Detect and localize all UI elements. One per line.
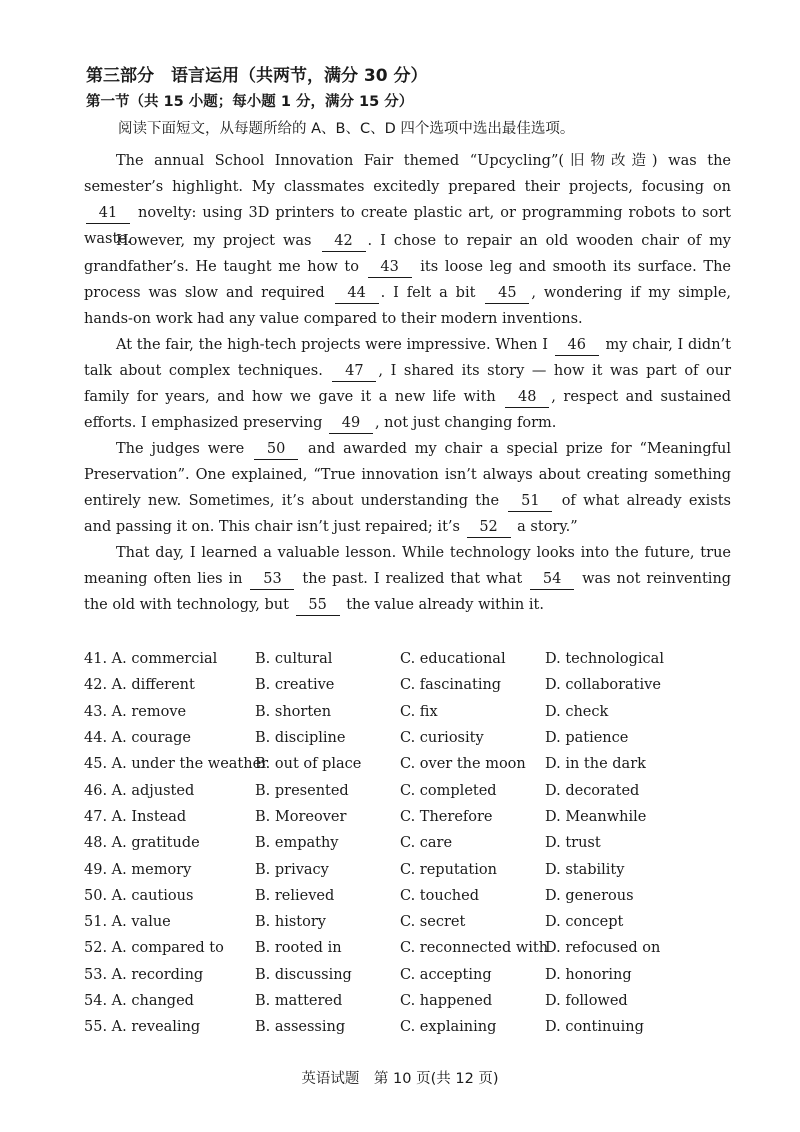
option-row-46 (84, 777, 744, 803)
option-c: C. secret (400, 914, 466, 931)
option-b: B. cultural (255, 651, 333, 668)
option-d: D. decorated (545, 782, 640, 799)
section-title: 第一节（共 15 小题；每小题 1 分，满分 15 分） (86, 94, 414, 110)
blank-46: 46 (555, 336, 599, 356)
option-c: C. happened (400, 993, 493, 1009)
blank-43: 43 (368, 258, 412, 278)
option-row-53 (84, 962, 744, 988)
option-a: 47. A. Instead (84, 808, 187, 825)
paragraph-3: At the fair, the high-tech projects were impressive. When I 46 my chair, I didn’t talk about complex techniques. 47 , I shared its story — how it was part of our family for years, and how we gave it a new life with 48 , respect and sustained efforts. I emphasized preserving 49 , not just changing form. (84, 332, 731, 436)
option-b: B. mattered (255, 993, 343, 1009)
option-b: B. Moreover (255, 808, 347, 825)
blank-45: 45 (485, 284, 529, 304)
option-row-52 (84, 935, 744, 961)
option-d: D. generous (545, 887, 634, 904)
option-d: D. collaborative (545, 677, 661, 694)
option-a: 53. A. recording (84, 966, 204, 983)
option-b: B. privacy (255, 861, 329, 878)
blank-52: 52 (467, 518, 511, 538)
option-row-47 (84, 804, 744, 830)
option-b: B. creative (255, 677, 335, 694)
option-a: 44. A. courage (84, 730, 191, 747)
option-b: B. shorten (255, 703, 332, 720)
option-row-51 (84, 909, 744, 935)
option-row-43 (84, 699, 744, 725)
option-row-55 (84, 1014, 744, 1040)
options-table (84, 646, 744, 1040)
option-row-44 (84, 725, 744, 751)
option-c: C. reconnected with (400, 940, 549, 957)
option-b: B. rooted in (255, 940, 342, 957)
blank-42: 42 (322, 232, 366, 252)
option-d: D. technological (545, 651, 664, 668)
option-b: B. history (255, 914, 326, 931)
option-a: 42. A. different (84, 677, 195, 694)
option-row-42 (84, 672, 744, 698)
option-c: C. accepting (400, 966, 492, 983)
blank-55: 55 (296, 596, 340, 616)
option-b: B. presented (255, 782, 349, 799)
blank-50: 50 (254, 440, 298, 460)
option-a: 45. A. under the weather (84, 756, 269, 773)
option-c: C. curiosity (400, 730, 484, 747)
option-a: 49. A. memory (84, 861, 192, 878)
option-a: 46. A. adjusted (84, 782, 195, 799)
option-row-45 (84, 751, 744, 777)
option-b: B. out of place (255, 756, 362, 773)
option-c: C. fascinating (400, 677, 502, 694)
option-c: C. completed (400, 782, 497, 799)
paragraph-5: That day, I learned a valuable lesson. While technology looks into the future, true meaning often lies in 53 the past. I realized that what 54 was not reinventing the old with technology, but 55 the value already within it. (84, 540, 731, 618)
paragraph-2: However, my project was 42 . I chose to repair an old wooden chair of my grandfather’s. He taught me how to 43 its loose leg and smooth its surface. The process was slow and required 44 . I felt a bit 45 , wondering if my simple, hands-on work had any value compared to their modern inventions. (84, 233, 732, 327)
option-c: C. touched (400, 887, 480, 904)
paragraph-1: The annual School Innovation Fair themed “Upcycling”(旧物改造) was the semester’s highlight. My classmates excitedly prepared their projects, focusing on 41 novelty: using 3D printers to create plastic art, or programming robots to sort waste. (84, 153, 732, 247)
option-d: D. in the dark (545, 756, 646, 773)
blank-53: 53 (250, 570, 294, 590)
option-c: C. over the moon (400, 756, 526, 773)
option-b: B. assessing (255, 1019, 346, 1036)
option-a: 51. A. value (84, 914, 171, 931)
option-c: C. reputation (400, 861, 497, 878)
option-b: B. discipline (255, 730, 346, 747)
option-c: C. educational (400, 651, 506, 668)
blank-41: 41 (86, 204, 130, 224)
blank-48: 48 (505, 388, 549, 408)
blank-49: 49 (329, 414, 373, 434)
blank-54: 54 (530, 570, 574, 590)
option-d: D. trust (545, 835, 601, 852)
option-row-48 (84, 830, 744, 856)
option-a: 43. A. remove (84, 703, 187, 720)
paragraph-4: The judges were 50 and awarded my chair a special prize for “Meaningful Preservation”. One explained, “True innovation isn’t always about creating something entirely new. Sometimes, it’s about understanding the 51 of what already exists and passing it on. This chair isn’t just repaired; it’s 52 a story.” (84, 436, 731, 540)
option-row-50 (84, 883, 744, 909)
instruction: 阅读下面短文，从每题所给的 A、B、C、D 四个选项中选出最佳选项。 (118, 121, 575, 137)
option-c: C. fix (400, 703, 438, 720)
option-c: C. care (400, 835, 453, 852)
blank-44: 44 (335, 284, 379, 304)
blank-47: 47 (332, 362, 376, 382)
page-footer: 英语试题 第 10 页(共 12 页) (301, 1071, 499, 1087)
option-a: 55. A. revealing (84, 1019, 201, 1036)
option-b: B. discussing (255, 966, 352, 983)
option-a: 52. A. compared to (84, 940, 224, 957)
option-a: 54. A. changed (84, 993, 194, 1009)
option-a: 41. A. commercial (84, 651, 218, 668)
option-d: D. check (545, 703, 609, 720)
option-row-41 (84, 646, 744, 672)
option-a: 50. A. cautious (84, 887, 194, 904)
option-c: C. explaining (400, 1019, 497, 1036)
option-d: D. followed (545, 993, 628, 1009)
option-d: D. honoring (545, 966, 632, 983)
option-d: D. continuing (545, 1019, 644, 1036)
part-title: 第三部分 语言运用（共两节，满分 30 分） (86, 66, 428, 86)
option-a: 48. A. gratitude (84, 835, 200, 852)
option-row-54 (84, 988, 744, 1014)
option-b: B. relieved (255, 887, 335, 904)
option-d: D. patience (545, 730, 629, 747)
option-b: B. empathy (255, 835, 339, 852)
blank-51: 51 (508, 492, 552, 512)
option-d: D. stability (545, 861, 625, 878)
option-row-49 (84, 856, 744, 882)
option-d: D. refocused on (545, 940, 661, 957)
option-d: D. Meanwhile (545, 808, 647, 825)
option-d: D. concept (545, 914, 624, 931)
option-c: C. Therefore (400, 808, 493, 825)
